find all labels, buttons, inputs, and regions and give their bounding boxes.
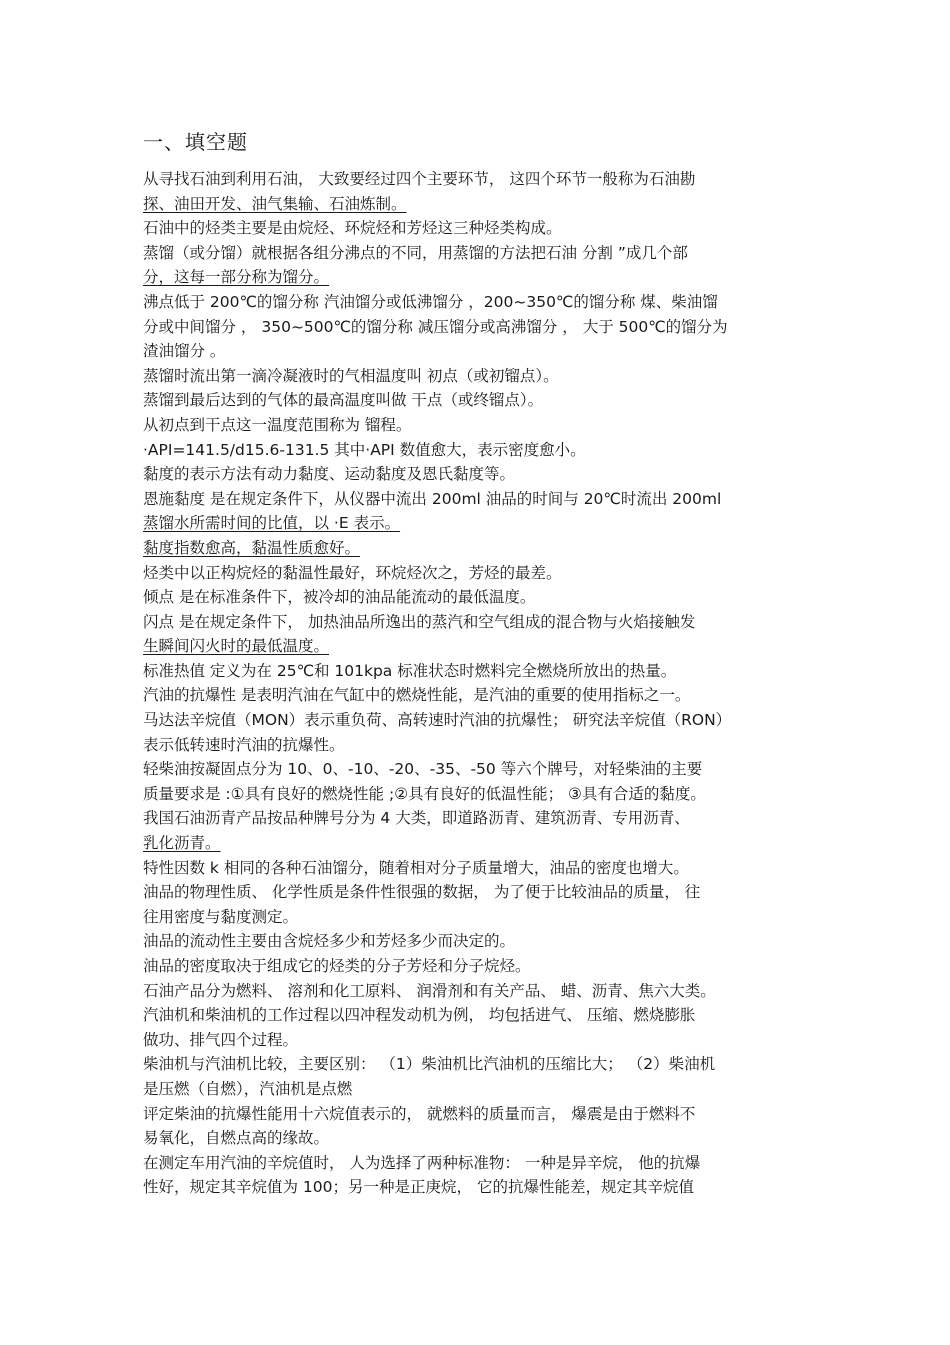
text-line: 乳化沥青。 <box>143 834 221 853</box>
text-line: 黏度指数愈高，黏温性质愈好。 <box>143 538 361 557</box>
text-line: 质量要求是 :①具有良好的燃烧性能 ;②具有良好的低温性能； ③具有合适的黏度。 <box>143 784 706 803</box>
text-line: 表示低转速时汽油的抗爆性。 <box>143 735 345 754</box>
text-line: 蒸馏到最后达到的气体的最高温度叫做 干点（或终镏点）。 <box>143 391 544 410</box>
text-line: 汽油的抗爆性 是表明汽油在气缸中的燃烧性能，是汽油的重要的使用指标之一。 <box>143 686 691 705</box>
text-line: 做功、排气四个过程。 <box>143 1030 299 1049</box>
text-line: 在测定车用汽油的辛烷值时， 人为选择了两种标准物： 一种是异辛烷， 他的抗爆 <box>143 1153 701 1172</box>
text-line: 油品的流动性主要由含烷烃多少和芳烃多少而决定的。 <box>143 932 516 951</box>
text-line: 烃类中以正构烷烃的黏温性最好，环烷烃次之，芳烃的最差。 <box>143 563 562 582</box>
text-line: 油品的密度取决于组成它的烃类的分子芳烃和分子烷烃。 <box>143 957 531 975</box>
text-line: ·API=141.5/d15.6-131.5 其中·API 数值愈大，表示密度愈小。 <box>143 440 586 459</box>
text-line: 沸点低于 200℃的馏分称 汽油馏分或低沸馏分 ，200~350℃的馏分称 煤、柴油馏 <box>143 292 718 311</box>
text-line: 倾点 是在标准条件下，被冷却的油品能流动的最低温度。 <box>143 588 536 607</box>
text-line: 石油产品分为燃料、 溶剂和化工原料、 润滑剂和有关产品、 蜡、沥青、焦六大类。 <box>143 981 716 1000</box>
text-line: 蒸馏水所需时间的比值，以 ·E 表示。 <box>143 514 401 533</box>
fill-in-blank-content <box>143 167 809 1200</box>
text-line: 闪点 是在规定条件下， 加热油品所逸出的蒸汽和空气组成的混合物与火焰接触发 <box>143 612 696 631</box>
text-line: 分，这每一部分称为馏分。 <box>143 268 330 287</box>
text-line: 生瞬间闪火时的最低温度。 <box>143 637 330 656</box>
text-line: 我国石油沥青产品按品种牌号分为 4 大类，即道路沥青、建筑沥青、专用沥青、 <box>143 809 690 828</box>
text-line: 特性因数 k 相同的各种石油馏分，随着相对分子质量增大，油品的密度也增大。 <box>143 858 689 877</box>
text-line: 渣油馏分 。 <box>143 342 226 361</box>
text-line: 往用密度与黏度测定。 <box>143 907 299 926</box>
text-line: 马达法辛烷值（MON）表示重负荷、高转速时汽油的抗爆性； 研究法辛烷值（RON） <box>143 711 732 730</box>
text-line: 黏度的表示方法有动力黏度、运动黏度及恩氏黏度等。 <box>143 465 516 484</box>
text-line: 是压燃（自燃），汽油机是点燃 <box>143 1079 353 1098</box>
text-line: 石油中的烃类主要是由烷烃、环烷烃和芳烃这三种烃类构成。 <box>143 219 562 238</box>
text-line: 从初点到干点这一温度范围称为 镏程。 <box>143 415 412 434</box>
text-line: 评定柴油的抗爆性能用十六烷值表示的， 就燃料的质量而言， 爆震是由于燃料不 <box>143 1104 696 1123</box>
text-line: 恩施黏度 是在规定条件下，从仪器中流出 200ml 油品的时间与 20℃时流出 200ml <box>143 489 722 508</box>
text-line: 蒸馏时流出第一滴冷凝液时的气相温度叫 初点（或初镏点）。 <box>143 366 559 385</box>
text-line: 易氧化，自燃点高的缘故。 <box>143 1129 330 1148</box>
text-line: 探、油田开发、油气集输、石油炼制。 <box>143 194 407 213</box>
text-line: 轻柴油按凝固点分为 10、0、-10、-20、-35、-50 等六个牌号，对轻柴油的主要 <box>143 760 703 779</box>
text-line: 汽油机和柴油机的工作过程以四冲程发动机为例， 均包括进气、 压缩、燃烧膨胀 <box>143 1006 696 1025</box>
text-line: 油品的物理性质、 化学性质是条件性很强的数据， 为了便于比较油品的质量， 往 <box>143 883 701 902</box>
text-line: 柴油机与汽油机比较，主要区别： （1）柴油机比汽油机的压缩比大； （2）柴油机 <box>143 1055 716 1074</box>
text-line: 从寻找石油到利用石油， 大致要经过四个主要环节， 这四个环节一般称为石油勘 <box>143 170 696 188</box>
section-title: 一、填空题 <box>143 130 248 154</box>
text-line: 蒸馏（或分馏）就根据各组分沸点的不同，用蒸馏的方法把石油 分割 ”成几个部 <box>143 243 688 262</box>
text-line: 标准热值 定义为在 25℃和 101kpa 标准状态时燃料完全燃烧所放出的热量。 <box>143 661 677 680</box>
text-line: 分或中间馏分 ， 350~500℃的馏分称 减压馏分或高沸馏分 ， 大于 500℃的馏分为 <box>143 317 728 336</box>
text-line: 性好，规定其辛烷值为 100；另一种是正庚烷， 它的抗爆性能差，规定其辛烷值 <box>143 1178 694 1197</box>
